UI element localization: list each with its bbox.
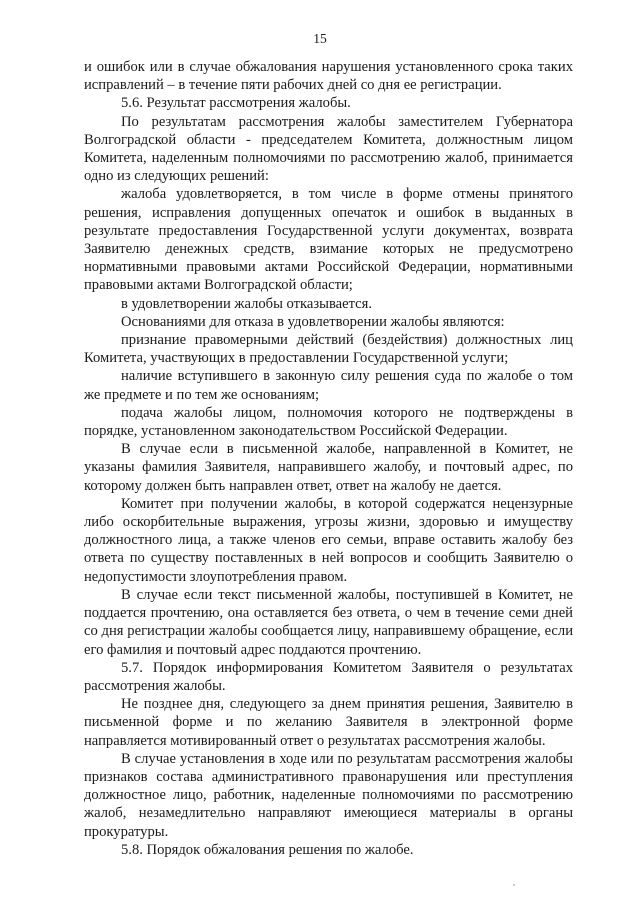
section-heading-5-7: 5.7. Порядок информирования Комитетом Заявителя о результатах рассмотрения жалобы.	[84, 659, 573, 694]
paragraph: Не позднее дня, следующего за днем принятия решения, Заявителю в письменной форме и по желанию Заявителя в электронной форме направляется мотивированный ответ о результатах рассмотрения жалобы.	[84, 696, 573, 749]
paragraph: В случае установления в ходе или по результатам рассмотрения жалобы признаков состава административного правонарушения или преступления должностное лицо, работник, наделенные полномочиями по рассмотрению жалоб, незамедлительно направляют имеющиеся материалы в органы прокуратуры.	[84, 750, 573, 840]
section-heading-5-8: 5.8. Порядок обжалования решения по жалобе.	[121, 841, 414, 858]
paragraph: Комитет при получении жалобы, в которой содержатся нецензурные либо оскорбительные выражения, угрозы жизни, здоровью и имуществу должностного лица, а также членов его семьи, вправе оставить жалобу без ответа по существу поставленных в ней вопросов и сообщить Заявителю о недопустимости злоупотребления правом.	[84, 495, 573, 585]
list-item-decision: в удовлетворении жалобы отказывается.	[121, 295, 373, 312]
document-body	[84, 58, 573, 859]
scan-artifact	[513, 884, 515, 886]
page-number: 15	[313, 31, 327, 46]
list-item-ground: подача жалобы лицом, полномочия которого не подтверждены в порядке, установленном законодательством Российской Федерации.	[84, 404, 573, 440]
list-item-ground: наличие вступившего в законную силу решения суда по жалобе о том же предмете и по тем же основаниям;	[84, 368, 573, 403]
paragraph: В случае если в письменной жалобе, направленной в Комитет, не указаны фамилия Заявителя, направившего жалобу, и почтовый адрес, по которому должен быть направлен ответ, ответ на жалобу не дается.	[84, 441, 573, 494]
paragraph: В случае если текст письменной жалобы, поступившей в Комитет, не поддается прочтению, она оставляется без ответа, о чем в течение семи дней со дня регистрации жалобы сообщается лицу, направившему обращение, если его фамилия и почтовый адрес поддаются прочтению.	[84, 586, 573, 658]
paragraph: Основаниями для отказа в удовлетворении жалобы являются:	[121, 313, 505, 330]
paragraph-continuation: и ошибок или в случае обжалования нарушения установленного срока таких исправлений – в течение пяти рабочих дней со дня ее регистрации.	[84, 59, 573, 94]
paragraph: По результатам рассмотрения жалобы заместителем Губернатора Волгоградской области - председателем Комитета, должностным лицом Комитета, наделенным полномочиями по рассмотрению жалоб, принимается одно из следующих решений:	[84, 113, 573, 185]
list-item-decision: жалоба удовлетворяется, в том числе в форме отмены принятого решения, исправления допущенных опечаток и ошибок в выданных в результате предоставления Государственной услуги документах, возврата Заявителю денежных средств, взимание которых не предусмотрено нормативными правовыми актами Российской Федерации, нормативными правовыми актами Волгоградской области;	[84, 186, 573, 294]
list-item-ground: признание правомерными действий (бездействия) должностных лиц Комитета, участвующих в предоставлении Государственной услуги;	[84, 332, 573, 367]
section-heading-5-6: 5.6. Результат рассмотрения жалобы.	[121, 95, 351, 112]
